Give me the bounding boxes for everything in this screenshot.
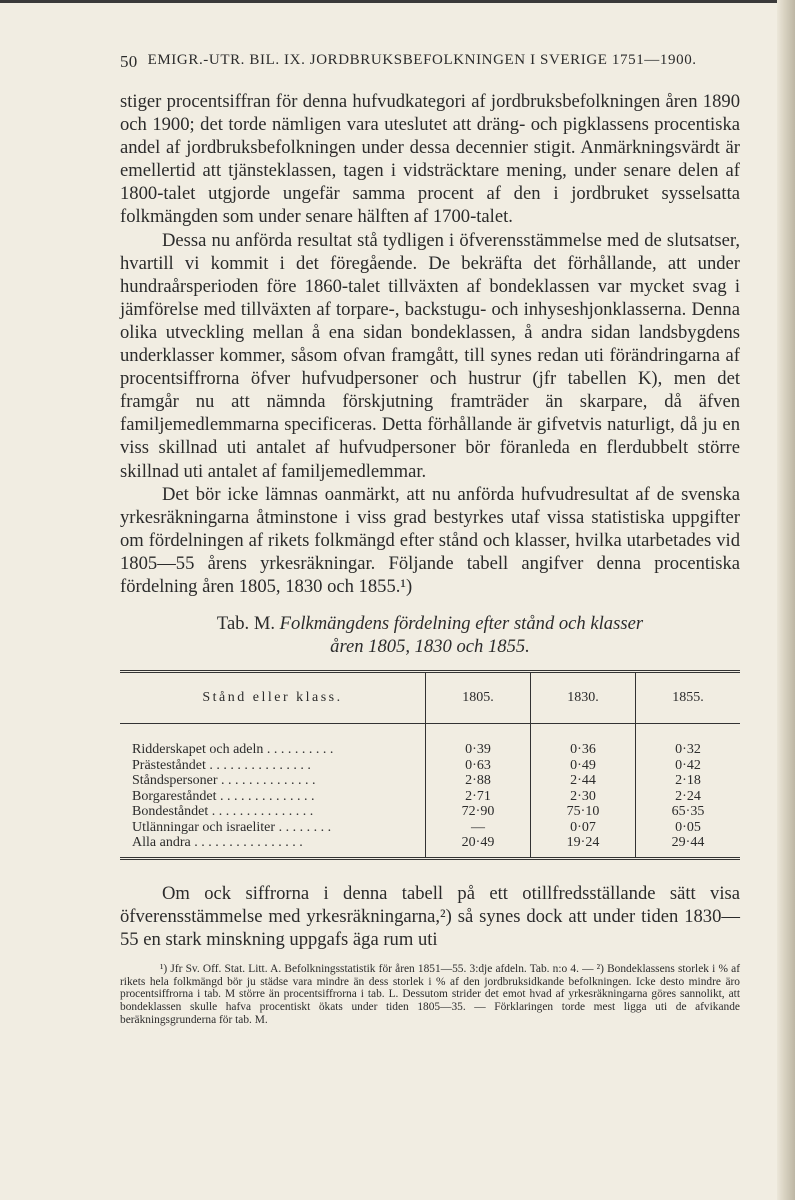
cell-value: 0·32 (636, 742, 741, 758)
column-header-1855: 1855. (636, 672, 741, 724)
cell-value: 0·49 (531, 758, 636, 774)
cell-value: 0·07 (531, 820, 636, 836)
cell-value: 2·88 (426, 773, 531, 789)
column-header-1830: 1830. (531, 672, 636, 724)
cell-value: — (426, 820, 531, 836)
table-row (120, 820, 740, 836)
cell-value: 20·49 (426, 835, 531, 851)
table-spacer-row (120, 724, 740, 743)
cell-value: 72·90 (426, 804, 531, 820)
table-spacer-row (120, 851, 740, 859)
cell-value: 0·36 (531, 742, 636, 758)
row-label: Bondeståndet . . . . . . . . . . . . . . . (132, 804, 314, 820)
cell-value: 19·24 (531, 835, 636, 851)
row-label: Ståndspersoner . . . . . . . . . . . . . . (132, 773, 316, 789)
cell-value: 2·44 (531, 773, 636, 789)
data-table (120, 670, 740, 860)
table-row (120, 742, 740, 758)
cell-value: 0·39 (426, 742, 531, 758)
paragraph-2: Dessa nu anförda resultat stå tydligen i öfverensstämmelse med de slutsatser, hvartill vi kommit i det föregående. De bekräfta det förhållande, att under hundraårsperioden före 1860-talet tillväxten af bondeklassen var mycket svag i jämförelse med tillväxten af torpare-, backstugu- och inhyseshjonklasserna. Denna olika utveckling mellan å ena sidan bondeklassen, å andra sidan landsbygdens underklasser kommer, såsom ofvan framgått, till synes redan uti förändringarna af procentsiffrorna öfver hufvudpersoner och hustrur (jfr tabellen K), men det framgår nu att nämnda förskjutning framträder än skarpare, då äfven familjemedlemmarna specificeras. Detta förhållande är gifvetvis naturligt, då ju en viss skillnad uti antalet af hufvudpersoner bör föranleda en flerdubbelt större skillnad uti antalet af familjemedlemmar. (120, 229, 740, 482)
paragraph-4: Om ock siffrorna i denna tabell på ett otillfredsställande sätt visa öfverensstämmelse med yrkesräkningarna,²) så synes dock att under tiden 1830—55 en stark minskning uppgafs äga rum uti (120, 882, 740, 950)
cell-value: 2·24 (636, 789, 741, 805)
table-row (120, 758, 740, 774)
cell-value: 0·42 (636, 758, 741, 774)
footnotes (120, 963, 740, 1027)
table-title-line2: åren 1805, 1830 och 1855. (330, 636, 530, 658)
page-content (120, 52, 740, 1027)
cell-value: 2·71 (426, 789, 531, 805)
table-prefix: Tab. M. (216, 613, 276, 635)
cell-value: 29·44 (636, 835, 741, 851)
table-row (120, 789, 740, 805)
cell-value: 75·10 (531, 804, 636, 820)
cell-value: 65·35 (636, 804, 741, 820)
page-edge-shadow (777, 0, 795, 1200)
top-border-rule (0, 0, 795, 3)
cell-value: 2·18 (636, 773, 741, 789)
spacer (120, 860, 740, 882)
row-label: Borgareståndet . . . . . . . . . . . . . . (132, 788, 315, 804)
paragraph-3: Det bör icke lämnas oanmärkt, att nu anförda hufvudresultat af de svenska yrkesräkningarna åtminstone i viss grad bestyrkes utaf vissa statistiska uppgifter om fördelningen af rikets folkmängd efter stånd och klasser, hvilka utarbetades vid 1805—55 årens yrkesräkningar. Följande tabell angifver denna procentiska fördelning åren 1805, 1830 och 1855.¹) (120, 483, 740, 597)
row-label: Prästeståndet . . . . . . . . . . . . . . . (132, 757, 311, 773)
table-title-line1: Folkmängdens fördelning efter stånd och klasser (279, 613, 644, 635)
running-title: EMIGR.-UTR. BIL. IX. JORDBRUKSBEFOLKNINGEN I SVERIGE 1751—1900. (147, 52, 697, 68)
running-header (120, 52, 740, 72)
column-header-stand: Stånd eller klass. (120, 672, 426, 724)
page-number: 50 (120, 52, 138, 71)
cell-value: 2·30 (531, 789, 636, 805)
table-caption (120, 612, 740, 658)
table-row (120, 835, 740, 851)
row-label: Alla andra . . . . . . . . . . . . . . . . (132, 835, 303, 851)
paragraph-1: stiger procentsiffran för denna hufvudkategori af jordbruksbefolkningen åren 1890 och 1900; det torde nämligen vara uteslutet att dräng- och pigklassens procentiska andel af jordbruksbefolkningen under dessa decennier stigit. Anmärkningsvärdt är emellertid att tjänsteklassen, tagen i vidsträcktare mening, under senare delen af 1800-talet utgjorde ungefär samma procent af den i jordbruket sysselsatta folkmängden som under senare hälften af 1700-talet. (120, 91, 740, 228)
row-label: Utlänningar och israeliter . . . . . . . . (132, 819, 332, 835)
table-row (120, 773, 740, 789)
cell-value: 0·63 (426, 758, 531, 774)
cell-value: 0·05 (636, 820, 741, 836)
column-header-1805: 1805. (426, 672, 531, 724)
row-label: Ridderskapet och adeln . . . . . . . . . . (132, 742, 334, 758)
table-row (120, 804, 740, 820)
table-header-row (120, 672, 740, 724)
footnote-text: ¹) Jfr Sv. Off. Stat. Litt. A. Befolkningsstatistik för åren 1851—55. 3:dje afdeln. Tab. n:o 4. — ²) Bondeklassens storlek i % af rikets hela folkmängd bör ju städse vara mindre än dess storlek i % af den jordbruksidkande befolkningen. Icke desto mindre äro procentsiffrorna i tab. M större än procentsiffrorna i tab. L. Dessutom strider det emot hvad af yrkesräkningarna göres sannolikt, att bondeklassen skulle hafva procentiskt ökats under tiden 1805—35. — Förklaringen torde mest ligga uti de afvikande beräkningsgrunderna för tab. M. (120, 962, 740, 1027)
